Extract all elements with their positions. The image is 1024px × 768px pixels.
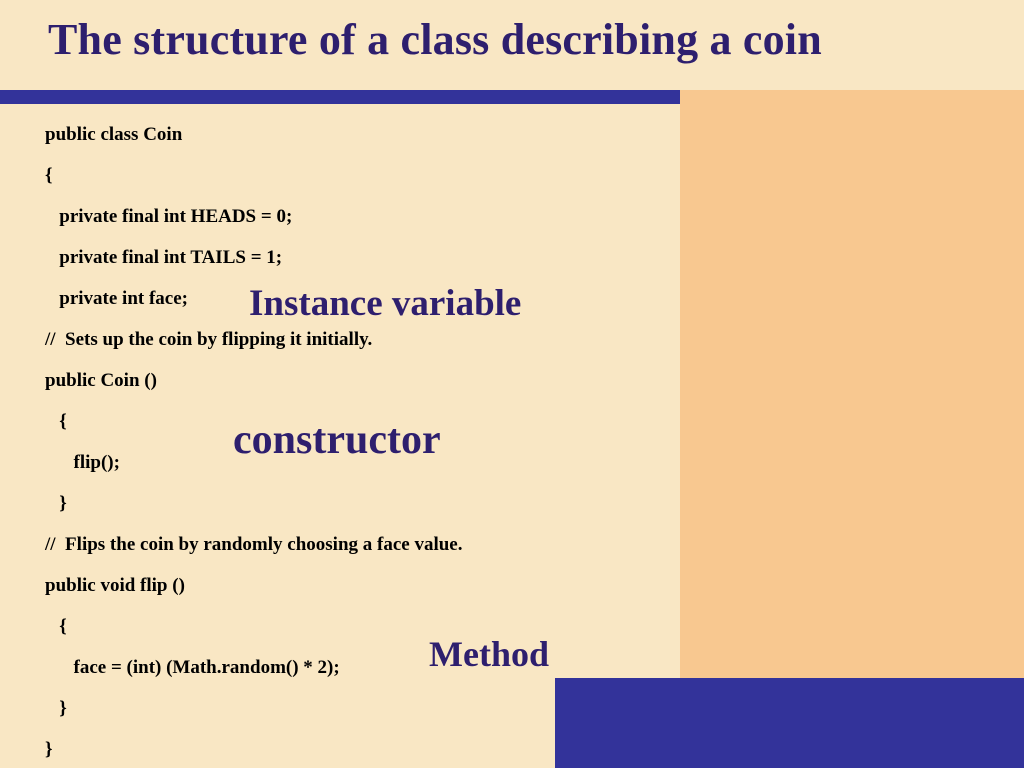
title-divider-bar: [0, 90, 680, 104]
code-line: public void flip (): [45, 575, 185, 596]
code-line: {: [45, 411, 67, 432]
slide-title: The structure of a class describing a coin: [48, 15, 822, 64]
code-line: private int face;: [45, 288, 188, 309]
method-label: Method: [429, 634, 549, 674]
instance-variable-label: Instance variable: [249, 283, 522, 324]
decorative-bottom-block: [555, 678, 1024, 768]
code-line: flip();: [45, 452, 120, 473]
code-line: private final int TAILS = 1;: [45, 247, 283, 268]
constructor-label: constructor: [233, 417, 441, 463]
decorative-side-panel: [680, 90, 1024, 678]
code-line: }: [45, 493, 67, 514]
code-line: {: [45, 165, 53, 186]
code-line: }: [45, 739, 53, 760]
code-line: face = (int) (Math.random() * 2);: [45, 657, 340, 678]
code-line: {: [45, 616, 67, 637]
code-line: }: [45, 698, 67, 719]
code-line: // Flips the coin by randomly choosing a face value.: [45, 534, 463, 555]
code-line: public Coin (): [45, 370, 157, 391]
code-line: // Sets up the coin by flipping it initially.: [45, 329, 373, 350]
code-line: public class Coin: [45, 124, 183, 145]
code-line: private final int HEADS = 0;: [45, 206, 293, 227]
